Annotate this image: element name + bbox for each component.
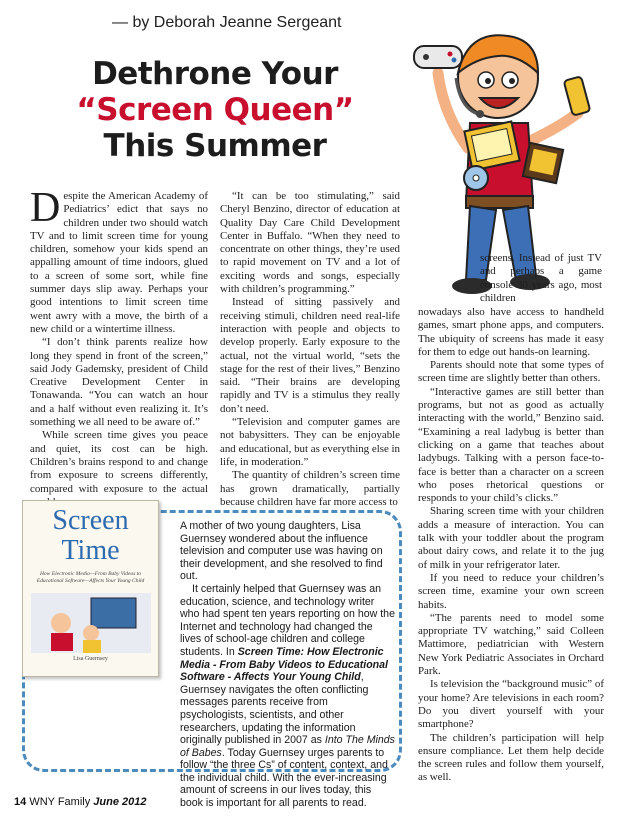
- book-title-italic: Screen Time: How Electronic Media - From Baby Videos to Educational Software - Affects Your Young Child: [180, 645, 388, 684]
- article-column-1: [30, 185, 208, 509]
- sidebar-paragraph: A mother of two young daughters, Lisa Guernsey wondered about the influence television and computer use was having on their development, and she resolved to find out.: [180, 520, 383, 583]
- magazine-name: WNY Family: [29, 796, 91, 808]
- phone-icon: [564, 76, 591, 115]
- headline: [30, 56, 400, 164]
- paragraph: Parents should note that some types of screen time are slightly better than others.: [418, 359, 604, 385]
- sidebar-text-span: . Today Guernsey urges parents to follow “the three Cs” of content, context, and the individual child. With the ever-increasing amount of screens in our lives today, this book is important for all parents to read.: [180, 746, 388, 810]
- sidebar-text-span: , Guernsey navigates the often conflicting messages parents receive from psychologists, scientists, and other researchers, updating the information originally published in 2007 as: [180, 671, 369, 747]
- paragraph: “It can be too stimulating,” said Cheryl Benzino, director of education at Quality Day Care Child Development Center in Buffalo. “When they need to concentrate on other things, they’re used to rapid movement on TV and a lot of exciting words and songs, especially with children’s programming.”: [220, 190, 400, 296]
- paragraph: screens. Instead of just TV and perhaps a game console 30 years ago, most children: [480, 252, 602, 304]
- issue-date: June 2012: [93, 796, 147, 808]
- paragraph: If you need to reduce your children’s screen time, examine your own screen habits.: [418, 571, 604, 611]
- paragraph: Sharing screen time with your children adds a measure of interaction. You can talk with your toddler about the program about dairy cows, and relate it to the jug of milk in your refrigerator later.: [418, 505, 604, 571]
- page-number: 14: [14, 796, 27, 808]
- paragraph: “The parents need to model some appropriate TV watching,” said Colleen Mattimore, pediatrician with Western New York Pediatric Associates in Orchard Park.: [418, 611, 604, 678]
- byline: — by Deborah Jeanne Sergeant: [112, 14, 342, 31]
- book-cover-subtitle: How Electronic Media—From Baby Videos to Educational Software—Affects Your Young Child: [36, 571, 145, 584]
- page-footer: [14, 796, 147, 808]
- paragraph: The children’s participation will help ensure compliance. Let them help decide the screen rules and follow them yourself, as well.: [418, 731, 604, 784]
- game-controller-icon: [414, 46, 462, 68]
- paragraph: Instead of sitting passively and receiving stimuli, children need real-life interaction with people and objects to develop properly. Early exposure to the actual, not the virtual world, “sets the stage for the rest of their lives,” Benzino said. “Their brains are developing rapidly and TV is a stimulus they really don’t need.: [220, 296, 400, 415]
- article-column-3: [418, 306, 604, 785]
- paragraph: “I don’t think parents realize how long they spend in front of the screen,” said Jody Gademsky, president of Child Creative Development Center in Tonawanda. “You can watch an hour and a half without even realizing it. It’s something we all need to be aware of.”: [30, 336, 208, 429]
- paragraph: The quantity of children’s screen time has grown dramatically, partially because children have far more access to: [220, 469, 400, 508]
- book-cover-title-1: Screen: [52, 505, 129, 536]
- paragraph: Is television the “background music” of your home? Are televisions in each room? Do you divert yourself with your smartphone?: [418, 678, 604, 731]
- sidebar-text-span: It certainly helped that Guernsey was an education, science, and technology writer who had spent ten years reporting on how the Internet and technology had changed the lives of school-age children and college students. In: [180, 582, 395, 658]
- sidebar-paragraph-2: [48, 583, 396, 810]
- headline-line-3: This Summer: [103, 128, 327, 164]
- paragraph: espite the American Academy of Pediatrics’ edict that says no children under two should watch TV and to limit screen time for young children, somehow your kids spend an appalling amount of time indoors, glued to a screen of some sort, while fine summer days slip away. Perhaps your good intentions to limit screen time went awry with a move, the birth of a new child or a wintertime illness.: [30, 190, 208, 335]
- headline-line-1: Dethrone Your: [92, 56, 338, 92]
- book-cover-author: Lisa Guernsey: [73, 656, 108, 662]
- prior-title-italic: Into The Minds of Babes: [180, 734, 395, 759]
- paragraph: “Television and computer games are not babysitters. They can be enjoyable and educational, but as everything else in life, in moderation.”: [220, 416, 400, 468]
- drop-cap: D: [30, 185, 61, 231]
- paragraph: nowadays also have access to handheld games, smart phone apps, and computers. The ubiquity of screens has made it easy for them to edge out hands-on learning.: [418, 306, 604, 358]
- sidebar-text: [48, 520, 396, 810]
- book-cover-title-2: Time: [61, 535, 120, 566]
- paragraph: “Interactive games are still better than programs, but not as good as actually interacting with the world,” Benzino said. “Examining a real ladybug is better than clicking on a game that teaches about ladybugs. Talking with a person face-to-face is better than a character on a screen who poses rhetorical questions or responds to your child’s clicks.”: [418, 385, 604, 505]
- paragraph: While screen time gives you peace and quiet, its cost can be high. Children’s brains respond to and change from exposure to screens differently, compared with exposure to the actual: [30, 429, 208, 495]
- article-column-3-wrap: [480, 252, 602, 305]
- article-column-2: [220, 190, 400, 509]
- headline-line-2: “Screen Queen”: [76, 92, 354, 128]
